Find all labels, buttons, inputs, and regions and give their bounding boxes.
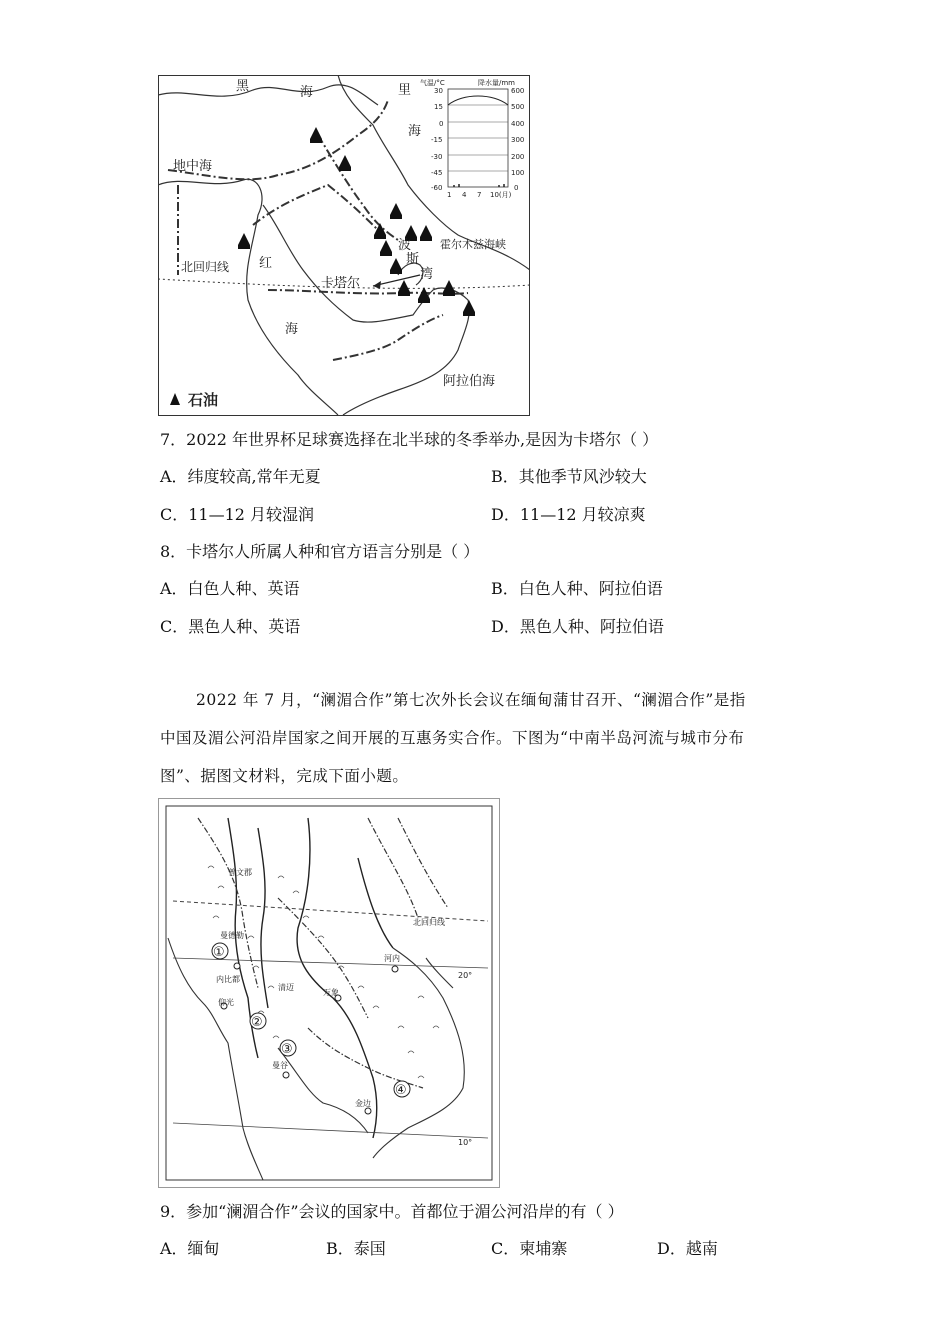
black-sea-label-1: 黑: [236, 79, 250, 94]
legend-oil-label: 石油: [188, 391, 219, 409]
question-7-stem: 7．2022 年世界杯足球赛选择在北半球的冬季举办,是因为卡塔尔（ ）: [160, 430, 659, 449]
month-tick: 7: [477, 191, 482, 199]
indochina-map: [158, 798, 500, 1188]
yangon-label: 仰光: [218, 998, 234, 1007]
question-8-stem: 8．卡塔尔人所属人种和官方语言分别是（ ）: [160, 542, 480, 561]
caspian-sea-label-2: 海: [408, 124, 422, 139]
map2-tropic-label: 北回归线: [413, 918, 445, 927]
precip-axis-title: 降水量/mm: [478, 79, 515, 87]
red-sea-label-1: 红: [259, 256, 273, 271]
precip-tick: 300: [511, 136, 525, 144]
precip-tick: 0: [514, 184, 519, 192]
gulf-label-1: 波: [398, 238, 412, 253]
bangkok-label: 曼谷: [272, 1061, 288, 1070]
temp-tick: -30: [431, 153, 443, 161]
hanoi-label: 河内: [384, 954, 400, 963]
temp-tick: -15: [431, 136, 443, 144]
month-tick: 4: [462, 191, 467, 199]
question-9-stem: 9．参加“澜湄合作”会议的国家中。首都位于湄公河沿岸的有（ ）: [160, 1202, 624, 1221]
qatar-label: 卡塔尔: [321, 276, 361, 291]
mandalay-label: 曼德勒: [220, 931, 244, 940]
passage-line-2: 中国及湄公河沿岸国家之间开展的互惠务实合作。下图为“中南半岛河流与城市分布: [160, 729, 745, 747]
black-sea-label-2: 海: [300, 85, 314, 100]
phnompenh-label: 金边: [355, 1099, 371, 1108]
marker-1: ①: [213, 945, 225, 960]
temp-tick: 0: [439, 120, 444, 128]
arabian-sea-label: 阿拉伯海: [443, 374, 496, 389]
mediterranean-label: 地中海: [173, 159, 213, 174]
precip-tick: 600: [511, 87, 525, 95]
temp-axis-title: 气温/°C: [420, 79, 445, 87]
precip-tick: 400: [511, 120, 525, 128]
month-tick: 1: [447, 191, 452, 199]
marker-4: ④: [395, 1083, 407, 1098]
vientiane-label: 万象: [323, 988, 339, 997]
temp-tick: -60: [431, 184, 443, 192]
chiangmai-label: 清迈: [278, 983, 294, 992]
red-sea-label-2: 海: [285, 322, 299, 337]
q7-option-a[interactable]: A．纬度较高,常年无夏: [160, 467, 321, 486]
precip-tick: 500: [511, 103, 525, 111]
caspian-sea-label-1: 里: [398, 83, 412, 98]
temp-tick: -45: [431, 169, 443, 177]
gulf-label-2: 斯: [406, 252, 420, 267]
middle-east-map: [158, 75, 530, 416]
naypyidaw-label: 内比都: [216, 975, 240, 984]
tropic-label: 北回归线: [181, 260, 230, 274]
q9-option-d[interactable]: D．越南: [657, 1239, 718, 1258]
latitude-20-label: 20°: [458, 971, 473, 980]
marker-3: ③: [281, 1042, 293, 1057]
q8-option-a[interactable]: A．白色人种、英语: [160, 579, 300, 598]
month-tick: 10(月): [490, 191, 512, 199]
q7-option-b[interactable]: B．其他季节风沙较大: [491, 467, 647, 486]
putao-label: 普文郡: [228, 868, 252, 877]
q7-option-c[interactable]: C．11—12 月较湿润: [160, 505, 315, 524]
q8-option-c[interactable]: C．黑色人种、英语: [160, 617, 301, 636]
q9-option-a[interactable]: A．缅甸: [160, 1239, 220, 1258]
temp-tick: 15: [434, 103, 443, 111]
marker-2: ②: [251, 1015, 263, 1030]
gulf-label-3: 湾: [420, 267, 434, 282]
passage-line-1: 2022 年 7 月，“澜湄合作”第七次外长会议在缅甸蒲甘召开、“澜湄合作”是指: [196, 691, 746, 709]
q8-option-d[interactable]: D．黑色人种、阿拉伯语: [491, 617, 664, 636]
precip-tick: 200: [511, 153, 525, 161]
hormuz-label: 霍尔木兹海峡: [440, 238, 506, 251]
temp-tick: 30: [434, 87, 443, 95]
passage-line-3: 图”、据图文材料，完成下面小题。: [160, 767, 409, 785]
latitude-10-label: 10°: [458, 1138, 473, 1147]
q8-option-b[interactable]: B．白色人种、阿拉伯语: [491, 579, 663, 598]
q7-option-d[interactable]: D．11—12 月较凉爽: [491, 505, 646, 524]
q9-option-c[interactable]: C．柬埔寨: [491, 1239, 568, 1258]
precip-tick: 100: [511, 169, 525, 177]
q9-option-b[interactable]: B．泰国: [326, 1239, 386, 1258]
